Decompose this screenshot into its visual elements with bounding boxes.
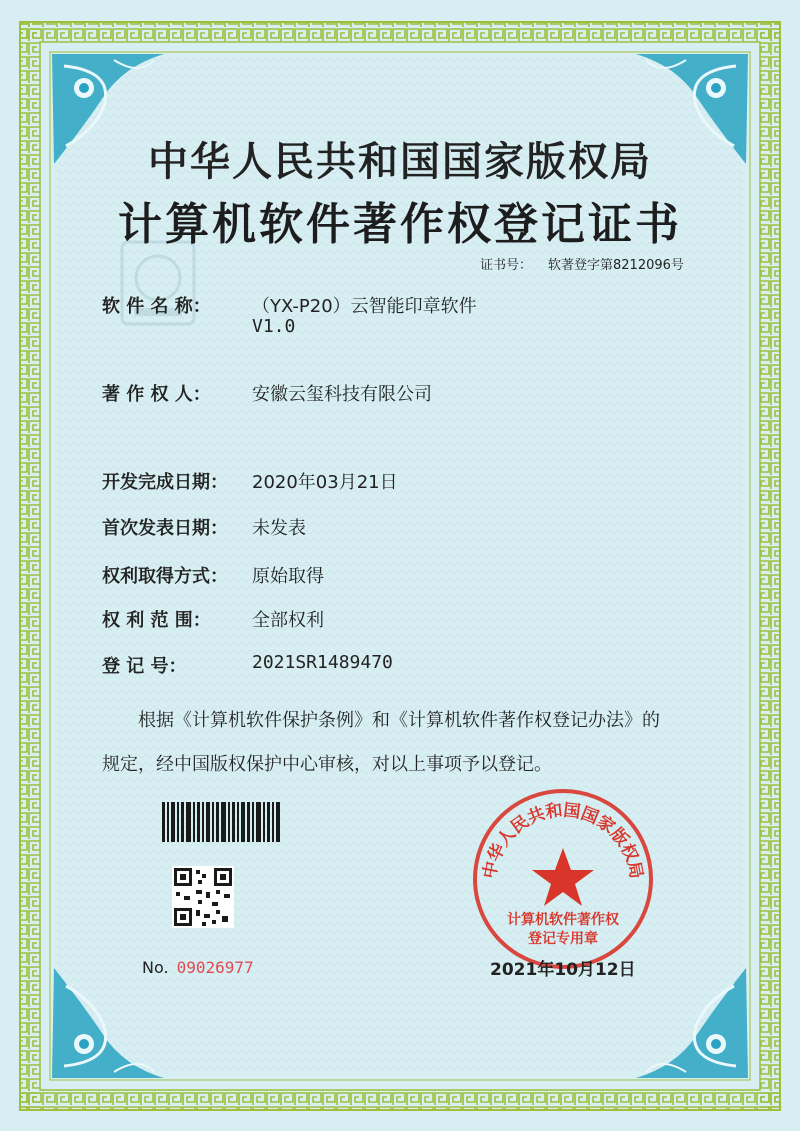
official-seal (470, 786, 656, 972)
certificate-number-value: 软著登字第8212096号 (548, 258, 684, 273)
software-name-label: 软 件 名 称： (102, 296, 211, 317)
software-version: V1.0 (252, 316, 296, 337)
seal-star-icon (532, 848, 594, 906)
statement-line-1: 根据《计算机软件保护条例》和《计算机软件著作权登记办法》的 (138, 710, 660, 731)
authority-title: 中华人民共和国国家版权局 (148, 138, 652, 185)
certificate-number (480, 254, 684, 273)
registration-number-value: 2021SR1489470 (252, 652, 393, 673)
corner-ornament-bottom-right (626, 956, 756, 1086)
qr-code (172, 866, 234, 928)
rights-scope-value: 全部权利 (252, 610, 324, 631)
dev-date-label: 开发完成日期： (102, 472, 228, 493)
certificate-number-label: 证书号： (480, 258, 533, 273)
first-pub-label: 首次发表日期： (102, 518, 228, 539)
first-pub-value: 未发表 (252, 518, 306, 539)
seal-line-2: 登记专用章 (528, 931, 598, 947)
issue-date: 2021年10月12日 (490, 960, 636, 980)
statement-line-2: 规定，经中国版权保护中心审核，对以上事项予以登记。 (102, 754, 552, 775)
dev-date-value: 2020年03月21日 (252, 472, 398, 493)
barcode (162, 802, 280, 842)
serial-number (142, 958, 254, 977)
rights-scope-label: 权 利 范 围： (102, 610, 211, 631)
certificate-title: 计算机软件著作权登记证书 (118, 199, 682, 250)
acquire-method-label: 权利取得方式： (102, 566, 228, 587)
seal-arc-text: 中华人民共和国国家版权局 (479, 800, 647, 881)
serial-number-value: 09026977 (176, 958, 254, 977)
serial-number-label: No. (142, 958, 169, 977)
seal-line-1: 计算机软件著作权 (507, 912, 619, 928)
software-name-value: （YX-P20）云智能印章软件 (252, 296, 477, 317)
acquire-method-value: 原始取得 (252, 566, 324, 587)
copyright-holder-value: 安徽云玺科技有限公司 (252, 384, 432, 405)
copyright-holder-label: 著 作 权 人： (102, 384, 211, 405)
registration-number-label: 登 记 号： (102, 656, 187, 677)
